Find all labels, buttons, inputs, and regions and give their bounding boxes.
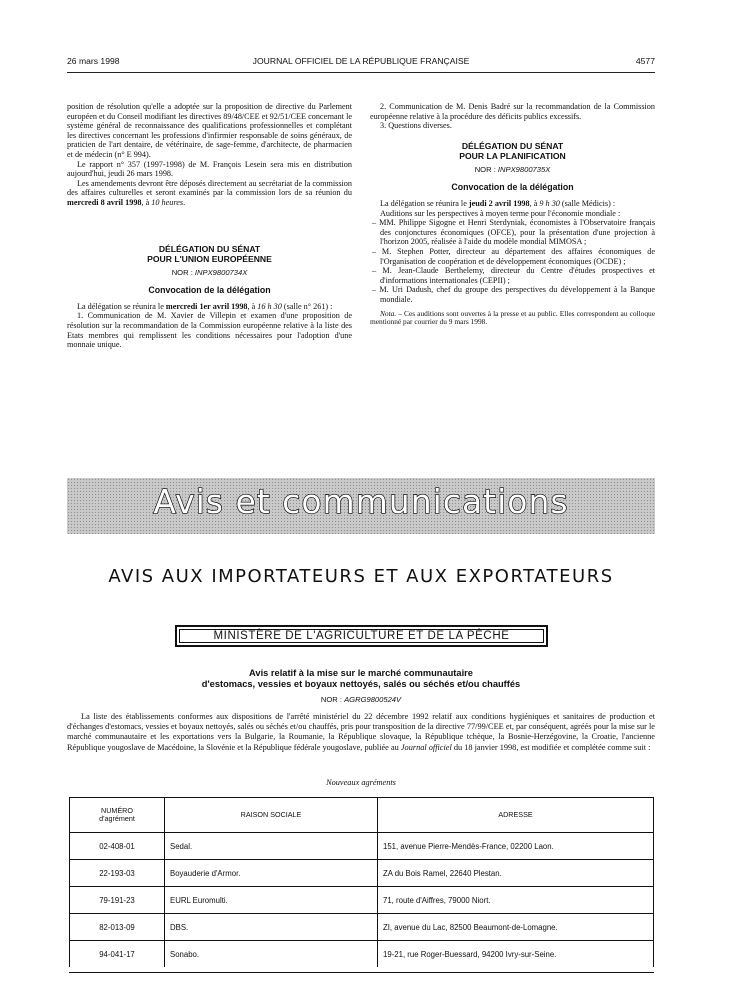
table-bottom-rule <box>69 972 654 973</box>
list-item: – M. Uri Dadush, chef du groupe des perspectives du développement à la Banque mondiale. <box>372 285 655 304</box>
left-paragraph-5: 1. Communication de M. Xavier de Villepin et examen d'une proposition de résolution sur la recommandation de la Commission européenne relative à la liste des Etats membres qui remplissent les conditions nécessaires pour l'adoption d'une monnaie unique. <box>67 311 352 350</box>
avis-body: La liste des établissements conformes aux dispositions de l'arrêté ministériel du 22 décembre 1992 relatif aux conditions hygiéniques et sanitaires de production et d'échanges d'estomacs, vessies et boyaux nettoyés, salés ou séchés et/ou chauffés, pris pour transposition de la directive 77/99/CEE et, par conséquent, agréés pour la mise sur le marché communautaire et les exportations vers la Bulgarie, la Roumanie, la République slovaque, la République tchèque, la Bosnie-Herzégovine, la Croatie, l'ancienne République yougoslave de Macédoine, la Slovénie et la République fédérale yougoslave, publiée au Journal officiel du 18 janvier 1998, est modifiée et complétée comme suit : <box>67 712 655 752</box>
cell-numero: 94-041-17 <box>70 941 165 968</box>
cell-adresse: ZI, avenue du Lac, 82500 Beaumont-de-Lomagne. <box>378 914 654 941</box>
table-row <box>70 914 654 941</box>
left-paragraph-3: Les amendements devront être déposés directement au secrétariat de la commission des affaires culturelles et seront examinés par la commission lors de sa réunion du mercredi 8 avril 1998, à 10 heures. <box>67 178 352 207</box>
nor-reference: NOR : INPX9800735X <box>474 164 551 174</box>
auditions-list <box>370 218 655 304</box>
cell-adresse: 151, avenue Pierre-Mendès-France, 02200 Laon. <box>378 833 654 860</box>
cell-raison-sociale: Sedal. <box>165 833 378 860</box>
header-page-number: 4577 <box>635 56 655 66</box>
nor-reference: NOR : AGRG9800524V <box>320 695 402 704</box>
left-column <box>67 102 352 350</box>
ministry-box <box>175 625 548 647</box>
convocation-heading: Convocation de la délégation <box>148 285 271 296</box>
left-paragraph-2: Le rapport n° 357 (1997-1998) de M. François Lesein sera mis en distribution aujourd'hui, jeudi 26 mars 1998. <box>67 159 352 179</box>
header-journal-title: JOURNAL OFFICIEL DE LA RÉPUBLIQUE FRANÇAISE <box>252 56 470 66</box>
section-title-planning: DÉLÉGATION DU SÉNAT POUR LA PLANIFICATION <box>459 140 566 161</box>
cell-raison-sociale: Boyauderie d'Armor. <box>165 860 378 887</box>
nor-reference: NOR : INPX9800734X <box>171 267 248 277</box>
column-header-adresse: ADRESSE <box>378 798 654 833</box>
notice-heading: AVIS AUX IMPORTATEURS ET AUX EXPORTATEURS <box>108 566 614 587</box>
list-item: – MM. Philippe Sigogne et Henri Sterdyniak, économistes à l'Observatoire français des conjonctures économiques (OFCE), pour la présentation d'une projection à l'horizon 2005, réalisée à l'aide du modèle mondial MIMOSA ; <box>372 218 655 247</box>
left-paragraph-4: La délégation se réunira le mercredi 1er avril 1998, à 16 h 30 (salle n° 261) : <box>77 301 333 311</box>
cell-adresse: ZA du Bois Ramel, 22640 Plestan. <box>378 860 654 887</box>
cell-raison-sociale: EURL Euromulti. <box>165 887 378 914</box>
right-paragraph-4: Auditions sur les perspectives à moyen terme pour l'économie mondiale : <box>380 208 621 218</box>
column-header-numero: NUMÉRO d'agrément <box>70 798 165 833</box>
cell-numero: 82-013-09 <box>70 914 165 941</box>
ministry-name: MINISTÈRE DE L'AGRICULTURE ET DE LA PÊCHE <box>179 629 544 643</box>
table-row <box>70 860 654 887</box>
table-row <box>70 887 654 914</box>
cell-adresse: 19-21, rue Roger-Buessard, 94200 Ivry-sur-Seine. <box>378 941 654 968</box>
avis-title: Avis relatif à la mise sur le marché communautaire d'estomacs, vessies et boyaux nettoyés, salés ou séchés et/ou chauffés <box>201 668 521 689</box>
note: Nota. – Ces auditions sont ouvertes à la presse et au public. Elles correspondent au colloque mentionné par courrier du 9 mars 1998. <box>370 308 655 327</box>
banner-title: Avis et communications <box>153 482 569 521</box>
section-banner <box>67 478 655 534</box>
agrements-table <box>69 797 654 967</box>
right-paragraph-2: 3. Questions diverses. <box>380 121 452 131</box>
list-item: – M. Jean-Claude Berthelemy, directeur du Centre d'études prospectives et d'informations internationales (CEPII) ; <box>372 266 655 285</box>
list-item: – M. Stephen Potter, directeur au département des affaires économiques de l'Organisation de coopération et de développement économiques (OCDE) ; <box>372 246 655 266</box>
page-header <box>67 56 655 70</box>
table-caption: Nouveaux agréments <box>326 778 396 787</box>
cell-raison-sociale: DBS. <box>165 914 378 941</box>
convocation-heading: Convocation de la délégation <box>451 182 574 193</box>
header-date: 26 mars 1998 <box>67 56 120 66</box>
right-paragraph-1: 2. Communication de M. Denis Badré sur la recommandation de la Commission européenne relative à la procédure des déficits publics excessifs. <box>370 102 655 121</box>
table-header-row <box>70 798 654 833</box>
cell-adresse: 71, route d'Aiffres, 79000 Niort. <box>378 887 654 914</box>
header-rule <box>67 72 655 73</box>
right-paragraph-3: La délégation se réunira le jeudi 2 avril 1998, à 9 h 30 (salle Médicis) : <box>380 198 616 208</box>
section-title-europe: DÉLÉGATION DU SÉNAT POUR L'UNION EUROPÉENNE <box>147 243 272 264</box>
right-column <box>370 102 655 327</box>
table-row <box>70 941 654 968</box>
column-header-raison-sociale: RAISON SOCIALE <box>165 798 378 833</box>
cell-numero: 22-193-03 <box>70 860 165 887</box>
table-row <box>70 833 654 860</box>
cell-numero: 79-191-23 <box>70 887 165 914</box>
left-paragraph-1: position de résolution qu'elle a adoptée sur la proposition de directive du Parlement européen et du Conseil modifiant les directives 89/48/CEE et 92/51/CEE concernant le système général de reconnaissance des qualifications professionnelles et complétant les directives concernant les professions d'infirmier responsable de soins généraux, de praticien de l'art dentaire, de vétérinaire, de sage-femme, d'architecte, de pharmacien et de médecin (n° E 994). <box>67 102 352 159</box>
cell-raison-sociale: Sonabo. <box>165 941 378 968</box>
cell-numero: 02-408-01 <box>70 833 165 860</box>
